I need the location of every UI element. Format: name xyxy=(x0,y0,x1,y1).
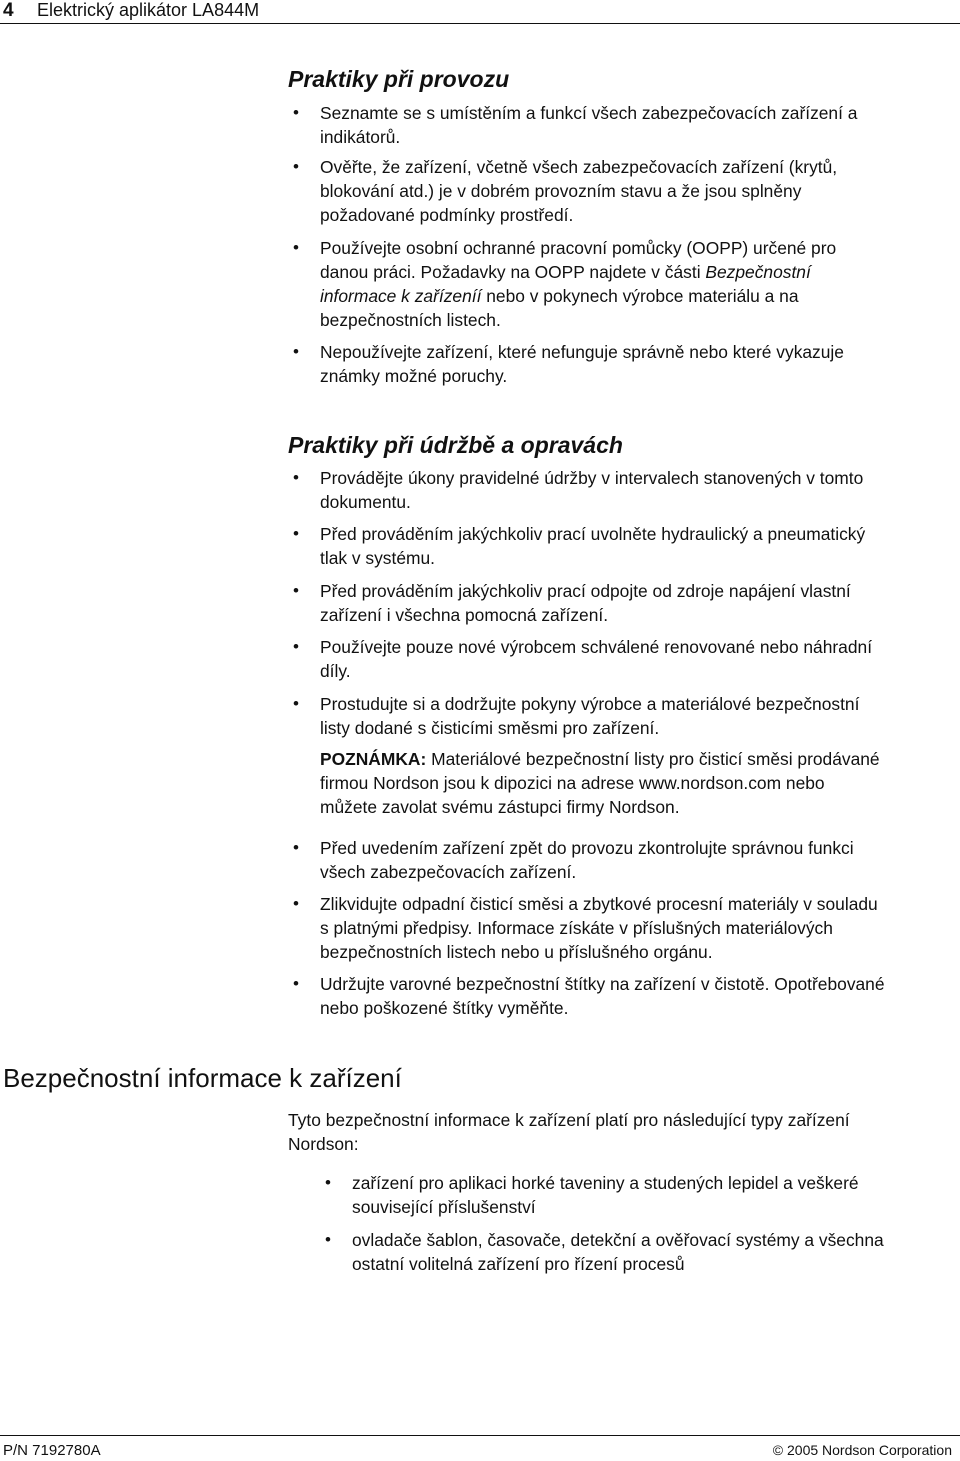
page-header xyxy=(0,0,960,24)
copyright: © 2005 Nordson Corporation xyxy=(772,1442,952,1458)
maintenance-heading: Praktiky při údržbě a opravách xyxy=(288,432,623,458)
maintenance-item-2: • Před prováděním jakýchkoliv prací uvolněte hydraulický a pneumatický tlak v systému. xyxy=(293,524,866,568)
maintenance-item-7: • Zlikvidujte odpadní čisticí směsi a zbytkové procesní materiály v souladu s platnými předpisy. Informace získáte v příslušných materiálových bezpečnostních listech nebo u příslušného orgánu. xyxy=(293,894,878,962)
bullet-icon: • xyxy=(293,524,299,543)
maintenance-note: POZNÁMKA: Materiálové bezpečnostní listy pro čisticí směsi prodávané firmou Nordson jsou k dipozici na adrese www.nordson.com nebo můžete zavolat svému zástupci firmy Nordson. xyxy=(320,749,880,817)
bullet-icon: • xyxy=(293,694,299,713)
bullet-icon: • xyxy=(293,838,299,857)
note-label: POZNÁMKA: xyxy=(320,749,427,769)
bullet-icon: • xyxy=(293,468,299,487)
header-divider xyxy=(0,23,960,24)
maintenance-item-1: • Provádějte úkony pravidelné údržby v intervalech stanovených v tomto dokumentu. xyxy=(293,468,864,512)
maintenance-item-4: • Používejte pouze nové výrobcem schválené renovované nebo náhradní díly. xyxy=(293,637,873,681)
document-title: Elektrický aplikátor LA844M xyxy=(37,0,260,20)
bullet-icon: • xyxy=(293,894,299,913)
footer-divider xyxy=(0,1435,960,1436)
operation-item-2: • Ověřte, že zařízení, včetně všech zabezpečovacích zařízení (krytů, blokování atd.) je v dobrém provozním stavu a že jsou splněny požadované podmínky prostředí. xyxy=(293,157,838,225)
bullet-icon: • xyxy=(293,637,299,656)
part-number: P/N 7192780A xyxy=(3,1442,101,1459)
maintenance-item-5: • Prostudujte si a dodržujte pokyny výrobce a materiálové bezpečnostní listy dodané s čisticími směsmi pro zařízení. xyxy=(293,694,860,738)
operation-item-1: • Seznamte se s umístěním a funkcí všech zabezpečovacích zařízení a indikátorů. xyxy=(293,103,858,147)
equipment-intro: Tyto bezpečnostní informace k zařízení platí pro následující typy zařízení Nordson: xyxy=(288,1110,850,1154)
bullet-icon: • xyxy=(293,342,299,361)
bullet-icon: • xyxy=(325,1173,331,1192)
equipment-item-1: • zařízení pro aplikaci horké taveniny a studených lepidel a veškeré související příslušenství xyxy=(325,1173,859,1217)
maintenance-item-8: • Udržujte varovné bezpečnostní štítky na zařízení v čistotě. Opotřebované nebo poškozené štítky vyměňte. xyxy=(293,974,885,1018)
page-number: 4 xyxy=(3,0,14,21)
bullet-icon: • xyxy=(325,1230,331,1249)
bullet-icon: • xyxy=(293,581,299,600)
bullet-icon: • xyxy=(293,974,299,993)
equipment-heading: Bezpečnostní informace k zařízení xyxy=(3,1063,402,1093)
bullet-icon: • xyxy=(293,238,299,257)
operation-item-4: • Nepoužívejte zařízení, které nefunguje správně nebo které vykazuje známky možné poruchy. xyxy=(293,342,844,386)
maintenance-item-6: • Před uvedením zařízení zpět do provozu zkontrolujte správnou funkci všech zabezpečovacích zařízení. xyxy=(293,838,854,882)
equipment-item-2: • ovladače šablon, časovače, detekční a ověřovací systémy a všechna ostatní volitelná zařízení pro řízení procesů xyxy=(325,1230,884,1274)
operation-heading: Praktiky při provozu xyxy=(288,66,510,92)
bullet-icon: • xyxy=(293,103,299,122)
operation-item-3: • Používejte osobní ochranné pracovní pomůcky (OOPP) určené pro danou práci. Požadavky na OOPP najdete v části Bezpečnostní informace k zařízeníí nebo v pokynech výrobce materiálu a na bezpečnostních listech. xyxy=(293,238,837,330)
maintenance-item-3: • Před prováděním jakýchkoliv prací odpojte od zdroje napájení vlastní zařízení i všechna pomocná zařízení. xyxy=(293,581,851,625)
bullet-icon: • xyxy=(293,157,299,176)
